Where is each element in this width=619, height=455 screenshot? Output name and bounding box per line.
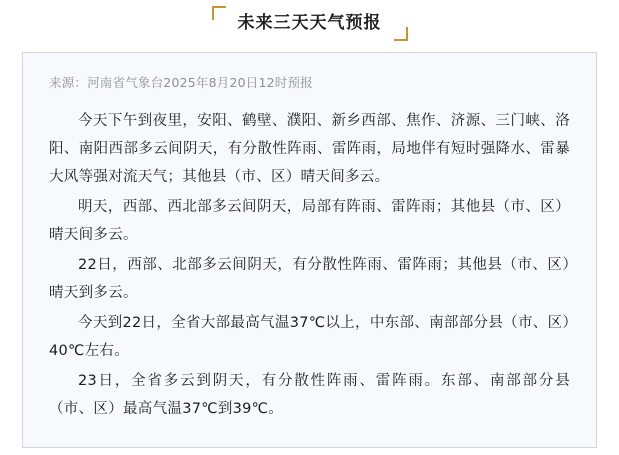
forecast-paragraph: 今天下午到夜里，安阳、鹤壁、濮阳、新乡西部、焦作、济源、三门峡、洛阳、南阳西部多云间阴天，有分散性阵雨、雷阵雨，局地伴有短时强降水、雷暴大风等强对流天气；其他县（市、区）晴天间多云。 (49, 113, 570, 185)
source-line: 来源：河南省气象台2025年8月20日12时预报 (49, 75, 313, 90)
page-title: 未来三天天气预报 (237, 13, 382, 33)
forecast-card (22, 52, 597, 448)
title-box (212, 6, 408, 41)
forecast-paragraph: 22日，西部、北部多云间阴天，有分散性阵雨、雷阵雨；其他县（市、区）晴天到多云。 (49, 257, 570, 301)
title-band (22, 0, 597, 52)
forecast-paragraph: 今天到22日，全省大部最高气温37℃以上，中东部、南部部分县（市、区）40℃左右。 (49, 315, 570, 359)
forecast-paragraph: 23日，全省多云到阴天，有分散性阵雨、雷阵雨。东部、南部部分县（市、区）最高气温37℃到39℃。 (49, 373, 570, 417)
forecast-paragraph: 明天，西部、西北部多云间阴天，局部有阵雨、雷阵雨；其他县（市、区）晴天间多云。 (49, 199, 570, 243)
